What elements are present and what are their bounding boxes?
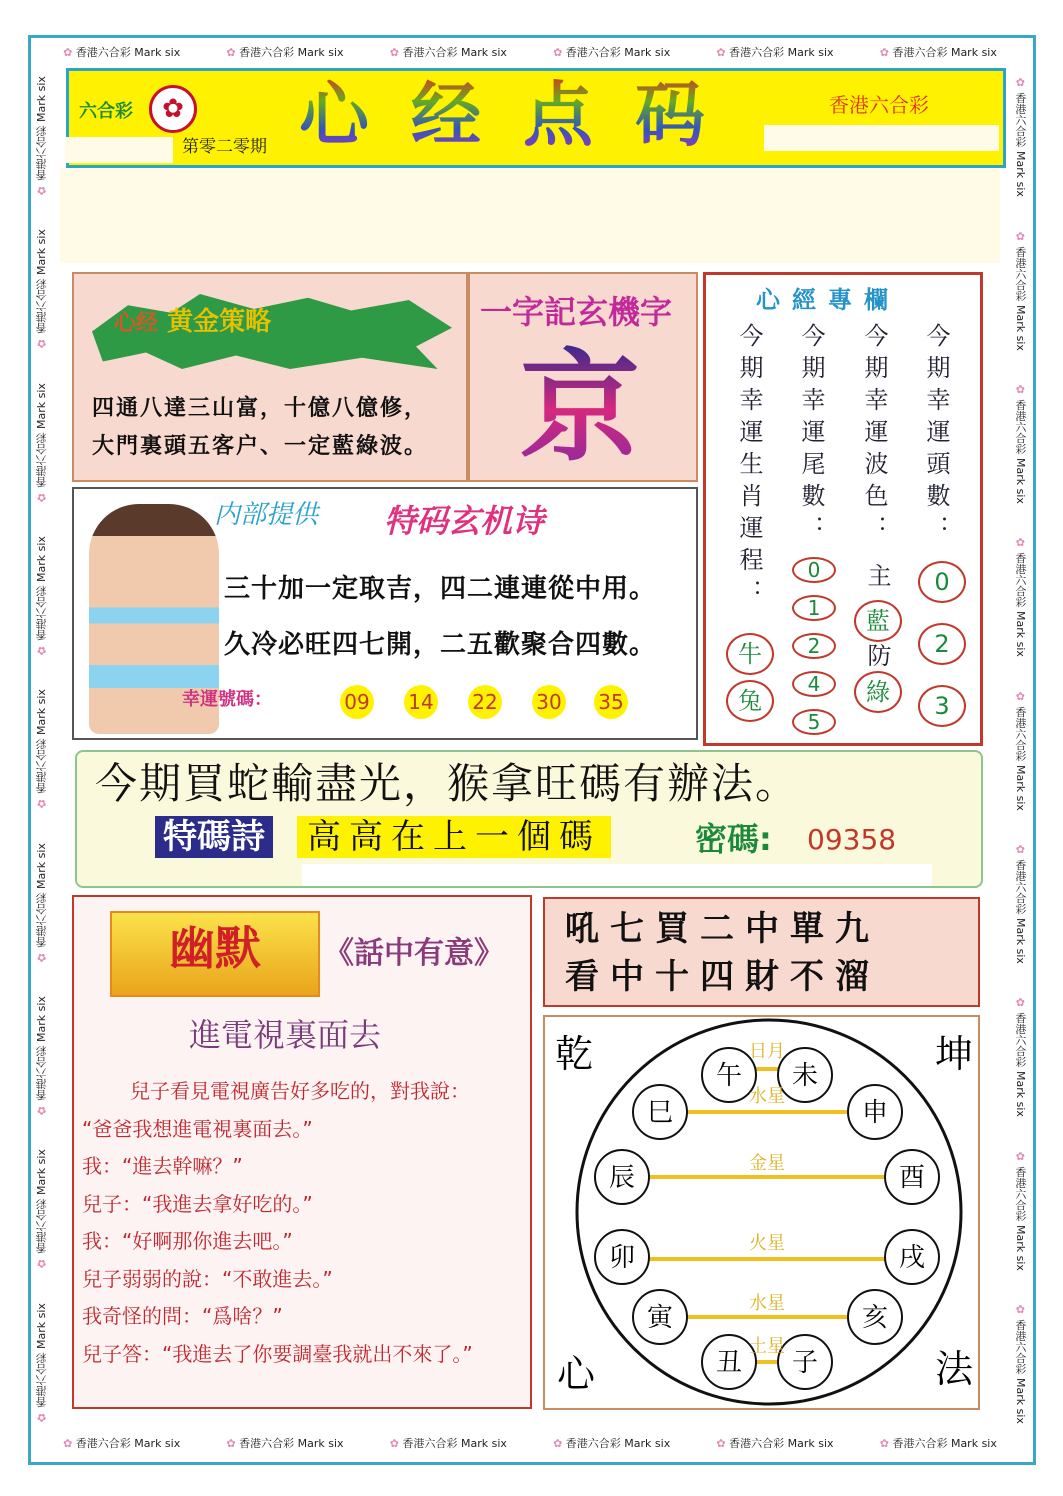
humor-body [82, 1073, 527, 1373]
lucky-ball: 30 [532, 685, 566, 719]
frame-label: ✿ 香港六合彩 Mark six [716, 46, 833, 60]
branch-node [778, 1048, 832, 1102]
frame-label: ✿ 香港六合彩 Mark six [1013, 843, 1027, 964]
frame-label: ✿ 香港六合彩 Mark six [63, 1437, 180, 1451]
humor-line: 兒子：“我進去拿好吃的。” [82, 1191, 313, 1216]
tail-number: 4 [792, 671, 836, 697]
frame-label: ✿ 香港六合彩 Mark six [553, 1437, 670, 1451]
mystery-word-title: 一字記玄機字 [480, 293, 673, 331]
blank-patch [302, 864, 932, 886]
mystery-poem-box [72, 487, 698, 740]
branch-label: 戌 [898, 1243, 926, 1273]
emblem-icon: ✿ [149, 85, 197, 133]
blank-patch [65, 137, 173, 163]
branch-node [702, 1048, 756, 1102]
frame-label: ✿ 香港六合彩 Mark six [880, 46, 997, 60]
branch-label: 寅 [646, 1303, 674, 1333]
branch-node [633, 1290, 687, 1344]
head-number: 0 [918, 561, 966, 603]
diagram-svg [545, 1017, 982, 1412]
frame-label: ✿ 香港六合彩 Mark six [35, 1303, 49, 1424]
humor-line: 我：“好啊那你進去吧。” [82, 1229, 293, 1253]
frame-label: ✿ 香港六合彩 Mark six [35, 690, 49, 811]
tail-number: 1 [792, 595, 836, 621]
poem-line: 久冷必旺四七開，二五歡聚合四數。 [224, 630, 657, 660]
roar-poem-box [543, 897, 980, 1007]
poem-lines [224, 561, 656, 673]
gold-heading [114, 306, 271, 339]
gold-prefix: 心经 [114, 311, 159, 336]
gold-poem [92, 389, 428, 465]
branch-label: 未 [791, 1061, 819, 1091]
humor-title: 進電視裏面去 [189, 1016, 382, 1054]
zodiac-diagram [543, 1015, 980, 1410]
gold-strategy-box [72, 272, 468, 482]
branch-node [885, 1150, 939, 1204]
blank-area [60, 168, 1000, 263]
frame-left-column [32, 60, 52, 1440]
banner [75, 750, 983, 888]
header [66, 68, 1006, 168]
branch-label: 午 [715, 1061, 743, 1091]
page-title: 心经点码 [299, 73, 747, 156]
frame-label: ✿ 香港六合彩 Mark six [390, 1437, 507, 1451]
lucky-ball: 22 [468, 685, 502, 719]
frame-label: ✿ 香港六合彩 Mark six [35, 230, 49, 351]
frame-label: ✿ 香港六合彩 Mark six [390, 46, 507, 60]
wave-color-label: 今期幸運波色： [860, 323, 888, 547]
brand-label: 香港六合彩 [829, 93, 929, 117]
frame-label: ✿ 香港六合彩 Mark six [1013, 690, 1027, 811]
frame-label: ✿ 香港六合彩 Mark six [35, 76, 49, 197]
lucky-ball: 09 [340, 685, 374, 719]
corner-char: 法 [935, 1347, 974, 1391]
head-number: 2 [918, 623, 966, 665]
planet-label: 火星 [749, 1233, 785, 1254]
branch-label: 亥 [861, 1303, 889, 1333]
poem-line: 看中十四財不溜 [565, 957, 880, 997]
zodiac: 兔 [726, 680, 774, 722]
frame-label: ✿ 香港六合彩 Mark six [1013, 230, 1027, 351]
roar-poem [565, 905, 880, 1001]
humor-line: “爸爸我想進電視裏面去。” [82, 1116, 313, 1141]
branch-node [595, 1150, 649, 1204]
corner-char: 心 [557, 1352, 596, 1396]
branch-node [633, 1085, 687, 1139]
wave-guard-label: 防 [863, 643, 891, 675]
poem-line: 吼七買二中單九 [565, 909, 880, 949]
banner-line: 今期買蛇輸盡光，猴拿旺碼有辦法。 [95, 759, 800, 808]
lucky-ball: 35 [594, 685, 628, 719]
humor-logo: 幽默 [110, 911, 320, 997]
logo: 六合彩 [79, 101, 133, 122]
branch-node [778, 1335, 832, 1389]
poem-line: 大門裏頭五客户、一定藍綠波。 [92, 433, 429, 459]
head-number: 3 [918, 685, 966, 727]
branch-node [595, 1230, 649, 1284]
lucky-ball: 14 [404, 685, 438, 719]
frame-top-row [40, 42, 1020, 64]
planet-label: 土星 [749, 1336, 785, 1357]
poem-inner-label: 内部提供 [214, 500, 319, 530]
password-label: 密碼: [695, 820, 772, 858]
frame-label: ✿ 香港六合彩 Mark six [1013, 76, 1027, 197]
branch-label: 酉 [898, 1163, 926, 1193]
zodiac: 牛 [726, 633, 774, 675]
branch-label: 子 [791, 1348, 819, 1378]
column-title: 心經專欄 [756, 286, 900, 314]
issue-number: 第零二零期 [182, 137, 267, 157]
frame-label: ✿ 香港六合彩 Mark six [226, 46, 343, 60]
poem-title: 特码玄机诗 [384, 502, 545, 540]
corner-char: 坤 [935, 1032, 974, 1076]
password-value: 09358 [807, 823, 897, 856]
humor-subtitle: 《話中有意》 [324, 936, 504, 971]
column-box [703, 272, 983, 746]
frame-bottom-row [40, 1433, 1020, 1455]
poem-line: 三十加一定取吉，四二連連從中用。 [224, 574, 657, 604]
branch-label: 卯 [608, 1243, 636, 1273]
humor-line: 兒子答：“我進去了你要調臺我就出不來了。” [82, 1341, 473, 1366]
branch-node [885, 1230, 939, 1284]
branch-label: 辰 [608, 1163, 636, 1193]
frame-label: ✿ 香港六合彩 Mark six [35, 996, 49, 1117]
blank-patch [764, 125, 999, 151]
frame-label: ✿ 香港六合彩 Mark six [1013, 1303, 1027, 1424]
branch-label: 丑 [715, 1348, 743, 1378]
planet-label: 水星 [749, 1086, 785, 1107]
frame-label: ✿ 香港六合彩 Mark six [716, 1437, 833, 1451]
humor-line: 兒子弱弱的說：“不敢進去。” [82, 1266, 333, 1291]
frame-label: ✿ 香港六合彩 Mark six [63, 46, 180, 60]
wave-main-label: 主 [863, 563, 891, 595]
tail-number-label: 今期幸運尾數： [797, 323, 825, 547]
planet-label: 水星 [749, 1293, 785, 1314]
tail-number: 2 [792, 633, 836, 659]
branch-label: 申 [861, 1098, 889, 1128]
frame-label: ✿ 香港六合彩 Mark six [35, 536, 49, 657]
humor-line: 兒子看見電視廣告好多吃的，對我說： [130, 1079, 470, 1103]
frame-label: ✿ 香港六合彩 Mark six [35, 383, 49, 504]
frame-label: ✿ 香港六合彩 Mark six [1013, 996, 1027, 1117]
frame-label: ✿ 香港六合彩 Mark six [1013, 536, 1027, 657]
frame-label: ✿ 香港六合彩 Mark six [35, 843, 49, 964]
tm-poem-text: 高高在上一個碼 [297, 816, 611, 858]
planet-label: 日月 [749, 1041, 785, 1062]
gold-title: 黄金策略 [167, 307, 272, 337]
humor-line: 我：“進去幹嘛？” [82, 1154, 243, 1178]
branch-label: 巳 [646, 1098, 674, 1128]
frame-label: ✿ 香港六合彩 Mark six [1013, 383, 1027, 504]
humor-box [72, 895, 532, 1409]
frame-label: ✿ 香港六合彩 Mark six [553, 46, 670, 60]
corner-char: 乾 [555, 1032, 594, 1076]
planet-label: 金星 [749, 1153, 785, 1174]
frame-label: ✿ 香港六合彩 Mark six [226, 1437, 343, 1451]
branch-node [702, 1335, 756, 1389]
frame-label: ✿ 香港六合彩 Mark six [880, 1437, 997, 1451]
branch-node [848, 1085, 902, 1139]
frame-label: ✿ 香港六合彩 Mark six [1013, 1150, 1027, 1271]
zodiac-label: 今期幸運生肖運程： [735, 323, 763, 611]
tm-poem-label: 特碼詩 [155, 816, 273, 858]
wave-guard: 綠 [854, 671, 902, 713]
mystery-word-box [468, 272, 698, 482]
branch-node [848, 1290, 902, 1344]
poem-line: 四通八達三山富，十億八億修， [92, 395, 429, 421]
humor-line: 我奇怪的問：“爲啥？” [82, 1304, 283, 1328]
lucky-label: 幸運號碼： [182, 689, 272, 710]
frame-right-column [1010, 60, 1030, 1440]
head-number-label: 今期幸運頭數： [922, 323, 950, 547]
tail-number: 5 [792, 709, 836, 735]
wave-main: 藍 [854, 600, 902, 642]
frame-label: ✿ 香港六合彩 Mark six [35, 1150, 49, 1271]
mystery-word-char: 京 [520, 339, 640, 478]
tail-number: 0 [792, 557, 836, 583]
